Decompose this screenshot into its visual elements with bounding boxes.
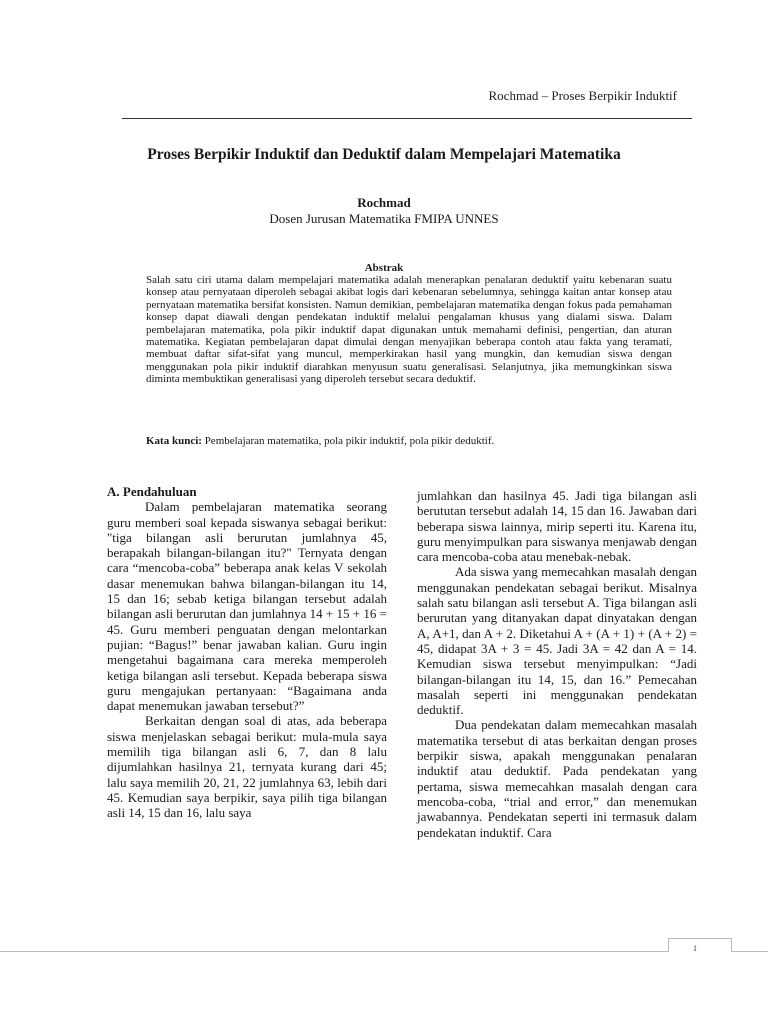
abstract-heading: Abstrak: [364, 262, 404, 274]
page-number: 1: [693, 944, 697, 953]
keywords-list: Pembelajaran matematika, pola pikir induktif, pola pikir deduktif.: [201, 435, 495, 447]
abstract-text: Salah satu ciri utama dalam mempelajari matematika adalah menerapkan penalaran deduktif yaitu kebenaran suatu konsep atau pernyataan diperoleh sebagai akibat logis dari kebenaran sebelumnya, sehingga kaitan antar konsep atau pernyataan matematika bersifat konsisten. Namun demikian, pembelajaran matematika dengan fokus pada pemahaman konsep dapat diawali dengan pendekatan induktif melalui pengalaman khusus yang dialami siswa. Dalam pembelajaran matematika, pola pikir induktif dapat digunakan untuk memahami definisi, pengertian, dan aturan matematika. Kegiatan pembelajaran dapat dimulai dengan menyajikan beberapa contoh atau fakta yang teramati, membuat daftar sifat-sifat yang muncul, memperkirakan hasil yang mungkin, dan kemudian siswa dengan menggunakan pola pikir induktif diarahkan menyusun suatu generalisasi. Selanjutnya, jika memungkinkan siswa diminta membuktikan generalisasi yang diperoleh tersebut secara deduktif.: [146, 274, 672, 386]
body-paragraph: Ada siswa yang memecahkan masalah dengan menggunakan pendekatan sebagai berikut. Misalnya salah satu bilangan asli tersebut A. Tiga bilangan asli berurutan yang ditanyakan dapat dinyatakan dengan A, A+1, dan A + 2. Diketahui A + (A + 1) + (A + 2) = 45, didapat 3A + 3 = 45. Jadi 3A = 42 dan A = 14. Kemudian siswa tersebut menyimpulkan: “Jadi bilangan-bilangan itu 14, 15, dan 16.” Pemecahan masalah seperti ini menggunakan pendekatan deduktif.: [417, 564, 697, 718]
author-name: Rochmad: [357, 195, 411, 210]
page-number-tab: [668, 938, 732, 952]
body-paragraph: Dalam pembelajaran matematika seorang guru memberi soal kepada siswanya sebagai berikut: "tiga bilangan asli berurutan jumlahnya 45, berapakah bilangan-bilangan itu?" Ternyata dengan cara “mencoba-coba” beberapa anak kelas V sekolah dasar menemukan bahwa bilangan-bilangan itu 14, 15 dan 16; sebab ketiga bilangan tersebut adalah bilangan asli berurutan dan jumlahnya 14 + 15 + 16 = 45. Guru memberi penguatan dengan melontarkan pujian: “Bagus!” benar jawaban kalian. Guru ingin mengetahui bagaimana cara mereka memperoleh ketiga bilangan asli tersebut. Kepada beberapa siswa guru mengajukan pertanyaan: “Bagaimana anda dapat menemukan jawaban tersebut?”: [107, 499, 387, 714]
body-paragraph: Berkaitan dengan soal di atas, ada beberapa siswa menjelaskan sebagai berikut: mula-mula saya memilih tiga bilangan asli 6, 7, dan 8 lalu dijumlahkan hasilnya 21, ternyata kurang dari 45; lalu saya memilih 20, 21, 22 jumlahnya 63, lebih dari 45. Kemudian saya berpikir, saya pilih tiga bilangan asli 14, 15 dan 16, lalu saya: [107, 713, 387, 821]
running-header: Rochmad – Proses Berpikir Induktif: [488, 88, 677, 103]
body-paragraph: jumlahkan dan hasilnya 45. Jadi tiga bilangan asli berututan tersebut adalah 14, 15 dan 16. Jawaban dari beberapa siswa lainnya, mirip seperti itu. Karena itu, guru menyimpulkan para siswanya menjawab dengan cara mencoba-coba atau menebak-nebak.: [417, 488, 697, 565]
header-divider: [122, 118, 692, 119]
paper-title: Proses Berpikir Induktif dan Deduktif dalam Mempelajari Matematika: [147, 146, 621, 163]
left-column: [107, 484, 387, 821]
footer-divider: [0, 951, 768, 952]
keywords-label: Kata kunci:: [146, 435, 202, 447]
author-affiliation: Dosen Jurusan Matematika FMIPA UNNES: [269, 211, 499, 226]
body-paragraph: Dua pendekatan dalam memecahkan masalah matematika tersebut di atas berkaitan dengan proses berpikir siswa, apakah menggunakan penalaran induktif atau deduktif. Pada pendekatan yang pertama, siswa memecahkan masalah dengan cara mencoba-coba, “trial and error,” dan menemukan jawabannya. Pendekatan seperti ini termasuk dalam pendekatan induktif. Cara: [417, 717, 697, 840]
keywords: [146, 435, 672, 447]
right-column: [417, 488, 697, 840]
section-heading: A. Pendahuluan: [107, 484, 197, 499]
